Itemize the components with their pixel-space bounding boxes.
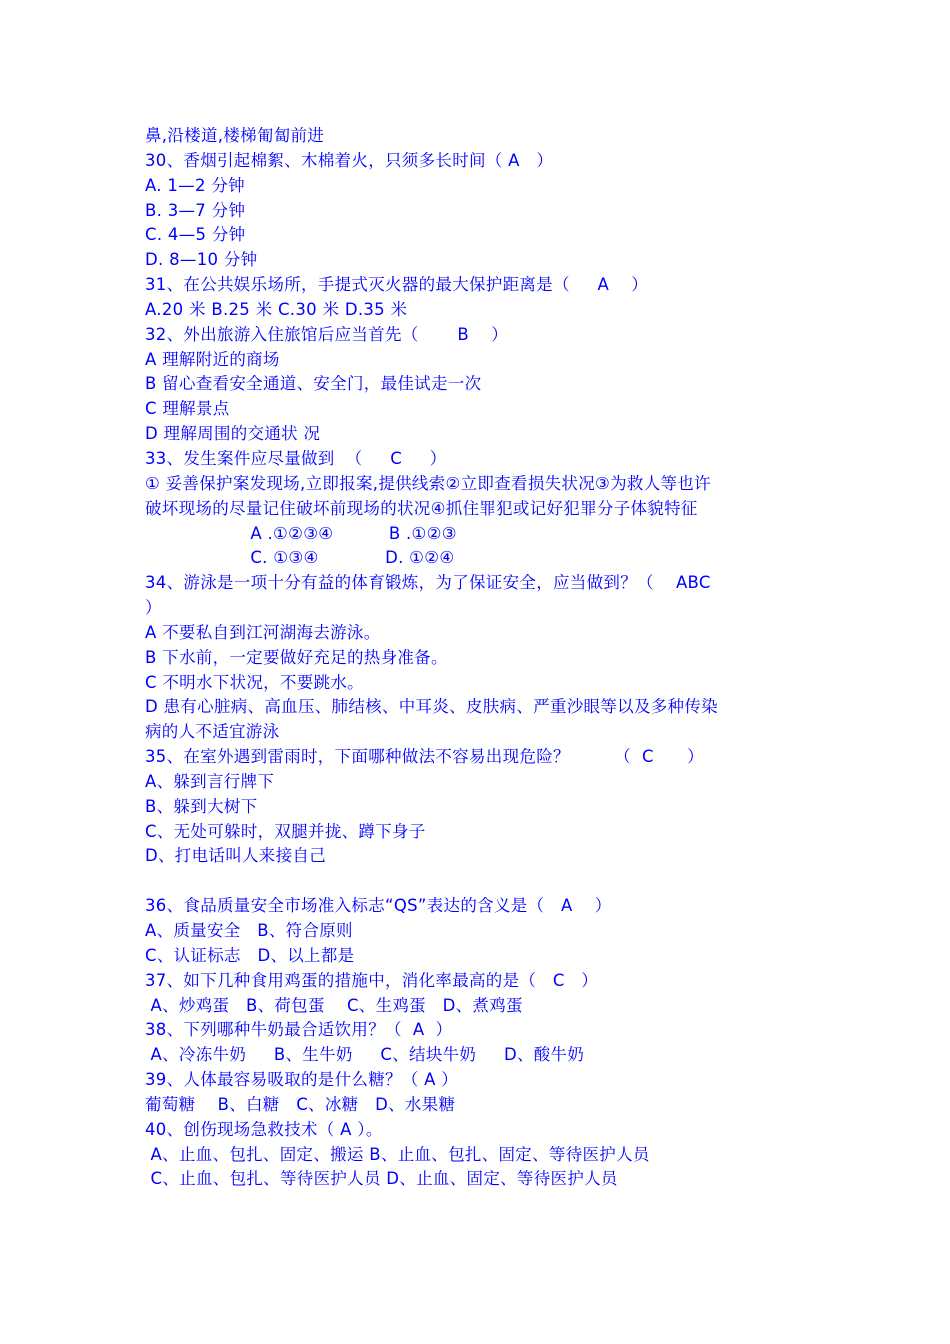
option-34d-cont: 病的人不适宜游泳 [145,722,280,742]
option-30b: B. 3—7 分钟 [145,200,246,220]
options-33-ab: A .①②③④ B .①②③ [145,523,457,543]
option-35c: C、无处可躲时，双腿并拢、蹲下身子 [145,821,426,841]
text-line-1: 鼻,沿楼道,楼梯匍匐前进 [145,126,325,145]
options-40-ab: A、止血、包扎、固定、搬运 B、止血、包扎、固定、等待医护人员 [145,1144,650,1164]
question-32: 32、外出旅游入住旅馆后应当首先（ B ） [145,324,509,344]
question-33: 33、发生案件应尽量做到 （ C ） [145,448,447,468]
question-35: 35、在室外遇到雷雨时，下面哪种做法不容易出现危险？ （ C ） [145,747,704,767]
option-35a: A、躲到言行牌下 [145,771,275,791]
options-39: 葡萄糖 B、白糖 C、冰糖 D、水果糖 [145,1094,456,1114]
option-35b: B、躲到大树下 [145,796,258,816]
option-34b: B 下水前，一定要做好充足的热身准备。 [145,647,448,667]
options-36-cd: C、认证标志 D、以上都是 [145,945,355,965]
statements-33-line2: 破坏现场的尽量记住破坏前现场的状况④抓住罪犯或记好犯罪分子体貌特征 [145,498,698,518]
option-30a: A. 1—2 分钟 [145,175,245,195]
statements-33-line1: ① 妥善保护案发现场,立即报案,提供线索②立即查看损失状况③为救人等也许 [145,473,711,493]
options-40-cd: C、止血、包扎、等待医护人员 D、止血、固定、等待医护人员 [145,1169,618,1189]
question-30: 30、香烟引起棉絮、木棉着火，只须多长时间（ A ） [145,150,554,170]
question-38: 38、下列哪种牛奶最合适饮用？（ A ） [145,1020,453,1040]
options-36-ab: A、质量安全 B、符合原则 [145,921,353,940]
question-36: 36、食品质量安全市场准入标志“QS”表达的含义是（ A ） [145,896,612,916]
question-39: 39、人体最容易吸取的是什么糖？（ A ） [145,1070,459,1090]
options-31: A.20 米 B.25 米 C.30 米 D.35 米 [145,299,408,319]
question-31: 31、在公共娱乐场所，手提式灭火器的最大保护距离是（ A ） [145,275,649,295]
question-40: 40、创伤现场急救技术（ A ）。 [145,1119,383,1139]
option-35d: D、打电话叫人来接自己 [145,846,327,866]
options-37: A、炒鸡蛋 B、荷包蛋 C、生鸡蛋 D、煮鸡蛋 [145,995,523,1015]
question-37: 37、如下几种食用鸡蛋的措施中，消化率最高的是（ C ） [145,970,599,990]
option-32d: D 理解周围的交通状 况 [145,424,321,444]
option-32b: B 留心查看安全通道、安全门，最佳试走一次 [145,374,482,394]
question-34: 34、游泳是一项十分有益的体育锻炼，为了保证安全，应当做到？（ ABC [145,573,711,593]
option-30d: D. 8—10 分钟 [145,250,258,270]
option-34d: D 患有心脏病、高血压、肺结核、中耳炎、皮肤病、严重沙眼等以及多种传染 [145,697,718,717]
option-34c: C 不明水下状况，不要跳水。 [145,672,364,692]
option-30c: C. 4—5 分钟 [145,225,246,245]
question-34-close: ） [145,598,162,618]
option-32c: C 理解景点 [145,399,230,419]
options-33-cd: C. ①③④ D. ①②④ [145,548,455,568]
blank-line [145,869,950,894]
options-38: A、冷冻牛奶 B、生牛奶 C、结块牛奶 D、酸牛奶 [145,1045,585,1065]
option-34a: A 不要私自到江河湖海去游泳。 [145,622,381,642]
option-32a: A 理解附近的商场 [145,349,280,369]
